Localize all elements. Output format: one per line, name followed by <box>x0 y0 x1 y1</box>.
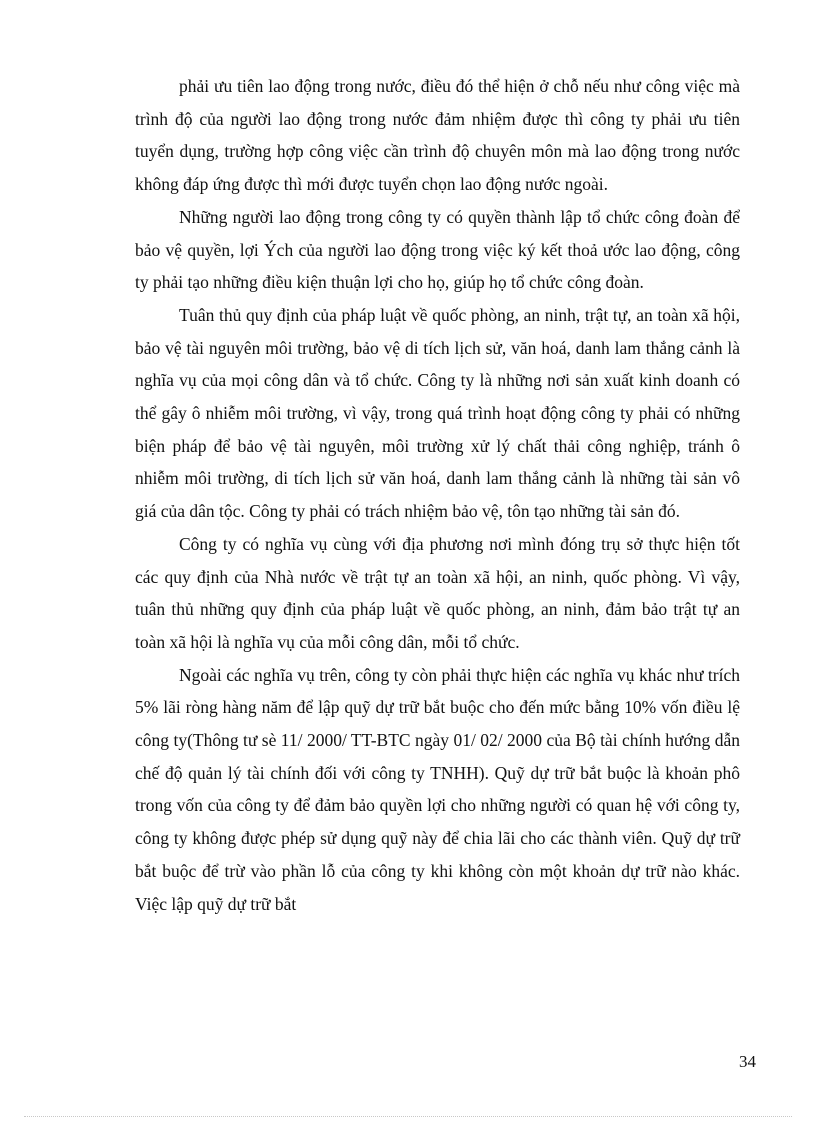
paragraph-5: Ngoài các nghĩa vụ trên, công ty còn phải thực hiện các nghĩa vụ khác như trích 5% lãi ròng hàng năm để lập quỹ dự trữ bắt buộc cho đến mức bằng 10% vốn điều lệ công ty(Thông tư sè 11/ 2000/ TT-BTC ngày 01/ 02/ 2000 của Bộ tài chính hướng dẫn chế độ quản lý tài chính đối với công ty TNHH). Quỹ dự trữ bắt buộc là khoản phô trong vốn của công ty để đảm bảo quyền lợi cho những người có quan hệ với công ty, công ty không được phép sử dụng quỹ này để chia lãi cho các thành viên. Quỹ dự trữ bắt buộc để trừ vào phần lỗ của công ty khi không còn một khoản dự trữ nào khác. Việc lập quỹ dự trữ bắt <box>135 664 740 914</box>
paragraph-1: phải ưu tiên lao động trong nước, điều đó thể hiện ở chỗ nếu như công việc mà trình độ của người lao động trong nước đảm nhiệm được thì công ty phải ưu tiên tuyển dụng, trường hợp công việc cần trình độ chuyên môn mà lao động trong nước không đáp ứng được thì mới được tuyển chọn lao động nước ngoài. <box>135 76 740 195</box>
paragraph-2: Những người lao động trong công ty có quyền thành lập tổ chức công đoàn để bảo vệ quyền, lợi Ých của người lao động trong việc ký kết thoả ước lao động, công ty phải tạo những điều kiện thuận lợi cho họ, giúp họ tổ chức công đoàn. <box>135 206 740 293</box>
body-text <box>135 70 740 920</box>
paragraph-4: Công ty có nghĩa vụ cùng với địa phương nơi mình đóng trụ sở thực hiện tốt các quy định của Nhà nước về trật tự an toàn xã hội, an ninh, quốc phòng. Vì vậy, tuân thủ những quy định của pháp luật về quốc phòng, an ninh, đảm bảo trật tự an toàn xã hội là nghĩa vụ của mỗi công dân, mỗi tổ chức. <box>135 533 740 652</box>
page-number: 34 <box>739 1052 756 1071</box>
paragraph-3: Tuân thủ quy định của pháp luật về quốc phòng, an ninh, trật tự, an toàn xã hội, bảo vệ tài nguyên môi trường, bảo vệ di tích lịch sử, văn hoá, danh lam thắng cảnh là nghĩa vụ của mọi công dân và tổ chức. Công ty là những nơi sản xuất kinh doanh có thể gây ô nhiễm môi trường, vì vậy, trong quá trình hoạt động công ty phải có những biện pháp để bảo vệ tài nguyên, môi trường xử lý chất thải công nghiệp, tránh ô nhiễm môi trường, di tích lịch sử văn hoá, danh lam thắng cảnh là những tài sản vô giá của dân tộc. Công ty phải có trách nhiệm bảo vệ, tôn tạo những tài sản đó. <box>135 304 740 522</box>
footer-divider <box>24 1116 792 1117</box>
